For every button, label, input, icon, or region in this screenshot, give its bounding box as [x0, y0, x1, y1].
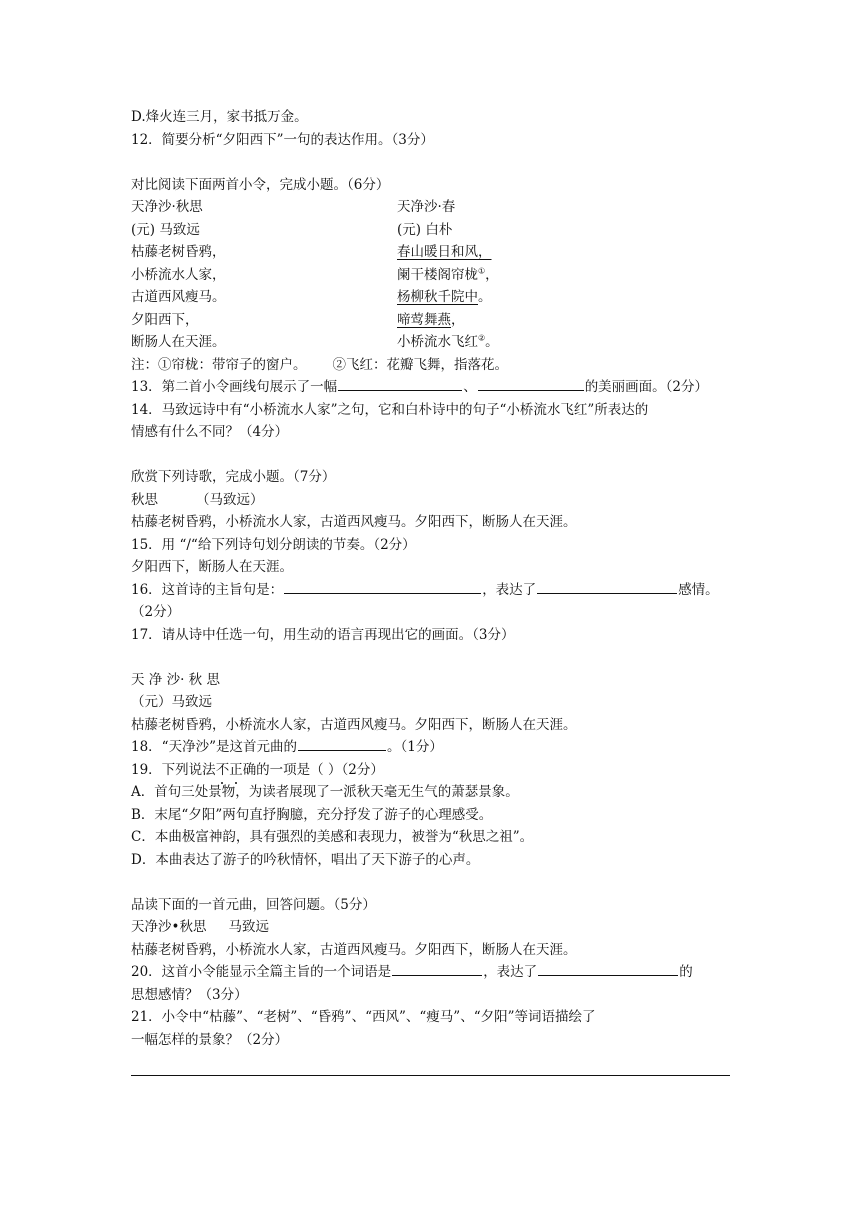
question-20-mid: ，表达了 [483, 964, 538, 980]
emphasis-char: 正 [229, 761, 243, 778]
question-16-suffix: 感情。 [678, 581, 719, 598]
answer-blank[interactable] [338, 376, 462, 391]
section5-title-row [131, 916, 731, 939]
question-13-text: 13．第二首小令画线句展示了一幅 [131, 379, 338, 395]
poem-right-text: 小桥流水飞红 [397, 334, 478, 350]
poem-right-line [397, 241, 492, 264]
question-18-text: 18．“天净沙”是这首元曲的 [131, 739, 297, 755]
question-13-suffix: 的美丽画面。（2分） [584, 379, 709, 395]
emphasis-char: 不 [215, 761, 230, 778]
poem-left-line: 断肠人在天涯。 [131, 334, 226, 350]
poem-right-line [397, 286, 492, 309]
section4-poem: 枯藤老树昏鸦，小桥流水人家，古道西风瘦马。夕阳西下，断肠人在天涯。 [131, 716, 577, 733]
punctuation: ， [451, 311, 465, 328]
poem-right-title: 天净沙·春 [397, 199, 456, 215]
question-18-suffix: 。（1分） [386, 739, 443, 755]
question-16-text: 16．这首诗的主旨句是： [131, 581, 284, 598]
section4-title: 天 净 沙· 秋 思 [131, 671, 220, 688]
question-19 [131, 759, 731, 782]
answer-blank[interactable] [478, 376, 584, 391]
question-17: 17．请从诗中任选一句，用生动的语言再现出它的画面。（3分） [131, 626, 515, 643]
poem-right-line [397, 331, 499, 354]
poem-notes [131, 354, 731, 377]
question-13 [131, 376, 731, 399]
section5-intro: 品读下面的一首元曲，回答问题。（5分） [131, 896, 376, 913]
poem-left-title: 天净沙·秋思 [131, 199, 203, 215]
underlined-line: 杨柳秋千院中 [397, 289, 478, 305]
option-a: A．首句三处景物，为读者展现了一派秋天毫无生气的萧瑟景象。 [131, 784, 519, 800]
poem-row-3 [131, 286, 731, 309]
question-18 [131, 736, 731, 759]
question-20-suffix: 的 [679, 964, 693, 980]
option-d: D．本曲表达了游子的吟秋情怀，唱出了天下游子的心声。 [131, 851, 480, 868]
poem-author: （马致远） [196, 491, 264, 508]
question-19-suffix: 确的一项是（ ）（2分） [242, 761, 384, 778]
poem-title: 秋思 [131, 491, 158, 508]
option-c: C．本曲极富神韵，具有强烈的美感和表现力，被誉为“秋思之祖”。 [131, 829, 534, 845]
poem-left-line: 枯藤老树昏鸦， [131, 244, 226, 260]
poem-left-line: 小桥流水人家， [131, 266, 226, 283]
poem-row-5 [131, 331, 731, 354]
answer-blank[interactable] [298, 736, 386, 751]
poem-titles-row [131, 196, 731, 219]
answer-blank[interactable] [538, 961, 678, 976]
bottom-divider [131, 1075, 730, 1076]
underlined-line: 啼莺舞燕 [397, 311, 451, 328]
question-15-text: 夕阳西下，断肠人在天涯。 [131, 559, 293, 575]
question-21-line-2: 一幅怎样的景象？（2分） [131, 1031, 289, 1048]
answer-blank[interactable] [284, 579, 481, 594]
section3-title-row [131, 489, 731, 512]
question-12: 12．简要分析“夕阳西下”一句的表达作用。（3分） [131, 131, 434, 148]
answer-blank[interactable] [392, 961, 482, 976]
poem-right-author: (元) 白朴 [397, 221, 453, 238]
question-21-line-1: 21．小令中“枯藤”、“老树”、“昏鸦”、“西风”、“瘦马”、“夕阳”等词语描绘了 [131, 1009, 596, 1025]
punctuation: ， [485, 266, 499, 283]
note-2: ②飞红：花瓣飞舞，指落花。 [332, 356, 508, 373]
poem-left-author: (元) 马致远 [131, 221, 200, 238]
section4-author: （元）马致远 [131, 694, 212, 710]
section3-poem: 枯藤老树昏鸦，小桥流水人家，古道西风瘦马。夕阳西下，断肠人在天涯。 [131, 514, 577, 530]
question-16 [131, 579, 731, 602]
answer-blank[interactable] [537, 579, 677, 594]
section3-intro: 欣赏下列诗歌，完成小题。（7分） [131, 469, 336, 485]
document-page [131, 106, 731, 1051]
question-20-text: 20．这首小令能显示全篇主旨的一个词语是 [131, 964, 392, 980]
question-13-separator: 、 [463, 379, 477, 395]
question-20 [131, 961, 731, 984]
option-b: B．末尾“夕阳”两句直抒胸臆，充分抒发了游子的心理感受。 [131, 806, 493, 823]
question-16-mid: ，表达了 [482, 581, 537, 598]
punctuation: 。 [478, 289, 492, 305]
question-14-line-1: 14．马致远诗中有“小桥流水人家”之句，它和白朴诗中的句子“小桥流水飞红”所表达的 [131, 401, 649, 418]
poem-title: 天净沙•秋思 [131, 919, 207, 935]
question-14-line-2: 情感有什么不同？（4分） [131, 424, 289, 440]
question-16-score: （2分） [131, 604, 181, 620]
section5-poem: 枯藤老树昏鸦，小桥流水人家，古道西风瘦马。夕阳西下，断肠人在天涯。 [131, 941, 577, 958]
q11-option-d: D.烽火连三月，家书抵万金。 [131, 109, 308, 125]
poem-right-text: 阑干楼阁帘栊 [397, 266, 478, 283]
poem-authors-row [131, 219, 731, 242]
poem-right-line [397, 264, 499, 287]
section2-intro: 对比阅读下面两首小令，完成小题。（6分） [131, 176, 390, 193]
question-15: 15．用 “/“给下列诗句划分朗读的节奏。（2分） [131, 536, 416, 553]
question-19-text: 19．下列说法 [131, 761, 216, 778]
poem-row-1 [131, 241, 731, 264]
note-1: 注：①帘栊：带帘子的窗户。 [131, 356, 307, 373]
poem-right-line [397, 309, 465, 332]
poem-row-4 [131, 309, 731, 332]
footnote-marker: ② [478, 333, 486, 343]
poem-row-2 [131, 264, 731, 287]
poem-author: 马致远 [228, 919, 269, 935]
poem-left-line: 夕阳西下， [131, 311, 199, 328]
question-20-line-2: 思想感情？（3分） [131, 986, 248, 1003]
underlined-line: 春山暖日和风， [397, 244, 492, 260]
punctuation: 。 [485, 334, 499, 350]
footnote-marker: ① [478, 266, 486, 275]
poem-left-line: 古道西风瘦马。 [131, 289, 226, 305]
